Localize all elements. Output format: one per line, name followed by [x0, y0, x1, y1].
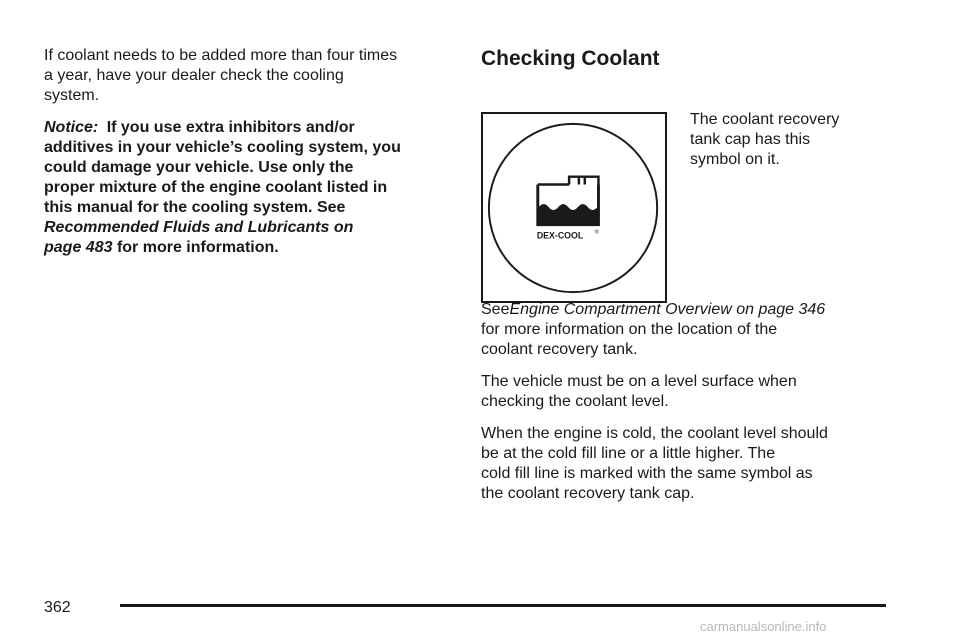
left-column — [44, 46, 450, 270]
intro-line: a year, have your dealer check the cooling — [44, 67, 344, 84]
cold-line: cold fill line is marked with the same symbol as — [481, 465, 813, 482]
symbol-circle — [489, 124, 657, 292]
tank-cap-shape — [538, 177, 599, 185]
notice-last-line — [44, 238, 450, 258]
intro-line: If coolant needs to be added more than four times — [44, 47, 398, 64]
coolant-fill-shape — [539, 204, 598, 224]
see-line: for more information on the location of the — [481, 321, 778, 338]
notice-line: could damage your vehicle. Use only the — [44, 159, 354, 176]
coolant-tank-symbol-icon — [481, 112, 667, 303]
notice-line: proper mixture of the engine coolant listed in — [44, 179, 388, 196]
symbol-figure — [481, 78, 921, 278]
see-paragraph — [481, 300, 921, 360]
cold-line: the coolant recovery tank cap. — [481, 485, 695, 502]
intro-paragraph — [44, 46, 450, 106]
notice-tail: for more information. — [116, 239, 279, 256]
site-watermark: carmanualsonline.info — [700, 619, 827, 634]
page-number: 362 — [44, 599, 71, 616]
notice-first-line — [44, 118, 450, 138]
symbol-caption — [690, 110, 910, 170]
coolant-symbol-graphic — [483, 114, 665, 301]
caption-line: The coolant recovery — [690, 111, 840, 128]
registered-mark: ® — [594, 229, 599, 236]
notice-label: Notice: — [44, 119, 99, 136]
see-first-line — [481, 300, 921, 320]
notice-text: If you use extra inhibitors and/or — [106, 119, 355, 136]
fluids-reference-link[interactable]: Recommended Fluids and Lubricants on — [44, 219, 354, 236]
intro-line: system. — [44, 87, 100, 104]
notice-line: this manual for the cooling system. See — [44, 199, 346, 216]
see-line: coolant recovery tank. — [481, 341, 638, 358]
caption-line: tank cap has this — [690, 131, 811, 148]
caption-line: symbol on it. — [690, 151, 780, 168]
section-heading: Checking Coolant — [481, 47, 660, 70]
cold-level-paragraph — [481, 424, 921, 504]
level-paragraph — [481, 372, 921, 412]
cold-line: be at the cold fill line or a little higher. The — [481, 445, 776, 462]
level-line: The vehicle must be on a level surface when — [481, 373, 797, 390]
engine-compartment-reference-link[interactable]: Engine Compartment Overview on page 346 — [509, 301, 826, 318]
dexcool-label: DEX-COOL — [536, 230, 584, 241]
see-prefix: See — [481, 301, 510, 318]
cold-line: When the engine is cold, the coolant level should — [481, 425, 828, 442]
footer-rule — [120, 604, 886, 607]
notice-paragraph — [44, 118, 450, 258]
right-column — [481, 46, 921, 516]
fluids-page-reference-link[interactable]: page 483 — [44, 239, 113, 256]
level-line: checking the coolant level. — [481, 393, 669, 410]
notice-line: additives in your vehicle’s cooling system, you — [44, 139, 401, 156]
